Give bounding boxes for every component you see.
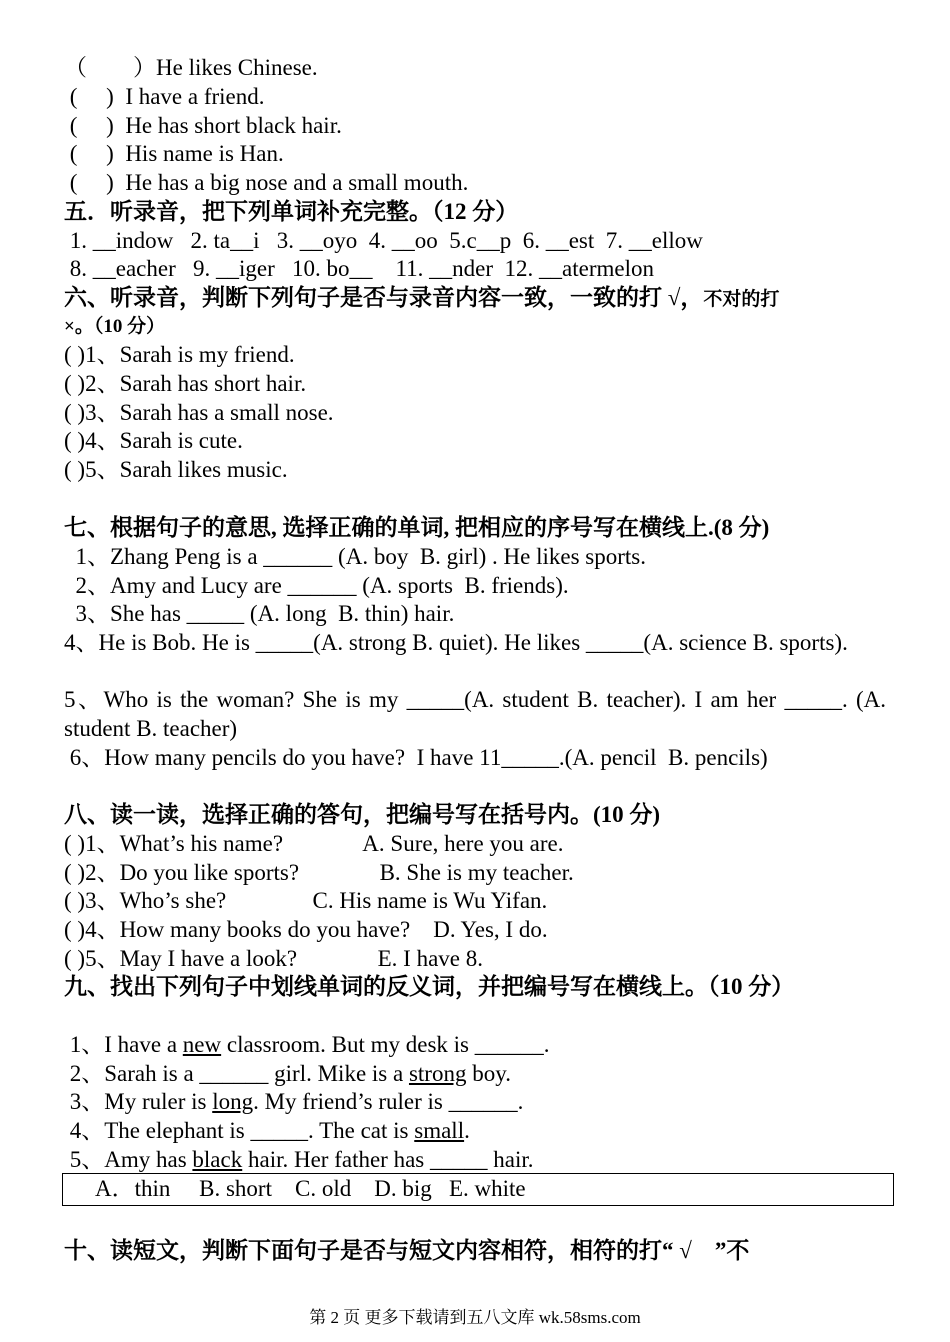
sec6-title xyxy=(64,284,779,315)
sec9-item-3 xyxy=(64,1088,523,1117)
sec4-item-5: ( ) He has a big nose and a small mouth. xyxy=(64,170,469,195)
sec9-item-1-b: classroom. But my desk is ______. xyxy=(221,1032,550,1057)
sec4-item-3: ( ) He has short black hair. xyxy=(64,113,342,138)
sec9-item-1 xyxy=(64,1031,550,1060)
sec9-item-2-b: boy. xyxy=(466,1061,511,1086)
sec9-item-5-b: hair. Her father has _____ hair. xyxy=(242,1147,534,1172)
sec10-title: 十、读短文，判断下面句子是否与短文内容相符，相符的打“ √ ”不 xyxy=(64,1238,750,1263)
sec4-item-4: ( ) His name is Han. xyxy=(64,141,284,166)
sec9-item-1-underlined: new xyxy=(182,1032,222,1057)
sec8-item-4: ( )4、How many books do you have? D. Yes, I do. xyxy=(64,917,548,942)
sec7-item-6: 6、How many pencils do you have? I have 11_____.(A. pencil B. pencils) xyxy=(64,745,768,770)
sec5-title: 五．听录音，把下列单词补充完整。（12 分） xyxy=(64,199,519,224)
sec4-item-1: （ ）He likes Chinese. xyxy=(64,55,318,80)
sec7-title: 七、根据句子的意思, 选择正确的单词, 把相应的序号写在横线上.(8 分) xyxy=(64,515,770,540)
sec7-item-5: 5、Who is the woman? She is my _____(A. student B. teacher). I am her _____. (A. student B. teacher) xyxy=(64,687,886,741)
options-box xyxy=(62,1173,894,1206)
sec9-item-5-underlined: black xyxy=(192,1147,243,1172)
sec4-item-2: ( ) I have a friend. xyxy=(64,84,265,109)
sec6-item-3: ( )3、Sarah has a small nose. xyxy=(64,400,334,425)
sec8-item-3: ( )3、Who’s she? C. His name is Wu Yifan. xyxy=(64,888,548,913)
sec9-item-1-a: 1、I have a xyxy=(64,1032,183,1057)
sec8-item-5: ( )5、May I have a look? E. I have 8. xyxy=(64,946,483,971)
sec5-row-2: 8. __eacher 9. __iger 10. bo__ 11. __nder 12. __atermelon xyxy=(64,256,654,281)
page-footer: 第 2 页 更多下载请到五八文库 wk.58sms.com xyxy=(309,1308,641,1327)
sec9-item-5 xyxy=(64,1146,533,1175)
sec7-item-1: 1、Zhang Peng is a ______ (A. boy B. girl) . He likes sports. xyxy=(64,544,646,569)
sec9-item-5-a: 5、Amy has xyxy=(64,1147,193,1172)
sec7-item-2: 2、Amy and Lucy are ______ (A. sports B. friends). xyxy=(64,573,569,598)
sec9-item-3-underlined: long xyxy=(212,1089,254,1114)
sec6-item-5: ( )5、Sarah likes music. xyxy=(64,457,288,482)
sec9-item-4-a: 4、The elephant is _____. The cat is xyxy=(64,1118,415,1143)
sec6-item-2: ( )2、Sarah has short hair. xyxy=(64,371,307,396)
sec7-item-3: 3、She has _____ (A. long B. thin) hair. xyxy=(64,601,455,626)
sec9-item-4-b: . xyxy=(464,1118,470,1143)
sec9-item-2-underlined: strong xyxy=(408,1061,467,1086)
sec8-item-2: ( )2、Do you like sports? B. She is my teacher. xyxy=(64,860,574,885)
sec6-title-tail: 不对的打 xyxy=(703,289,780,310)
sec7-item-4: 4、He is Bob. He is _____(A. strong B. quiet). He likes _____(A. science B. sports). xyxy=(64,630,848,655)
sec9-item-2-a: 2、Sarah is a ______ girl. Mike is a xyxy=(64,1061,409,1086)
sec6-title-main: 六、听录音，判断下列句子是否与录音内容一致，一致的打 √， xyxy=(64,285,704,310)
options-text: A．thin B. short C. old D. big E. white xyxy=(95,1176,526,1201)
sec8-title: 八、读一读，选择正确的答句，把编号写在括号内。(10 分) xyxy=(64,802,661,827)
sec6-item-1: ( )1、Sarah is my friend. xyxy=(64,342,295,367)
sec6-title-cont: ×。（10 分） xyxy=(64,316,166,337)
sec5-row-1: 1. __indow 2. ta__i 3. __oyo 4. __oo 5.c__p 6. __est 7. __ellow xyxy=(64,228,703,253)
sec9-item-2 xyxy=(64,1060,511,1089)
sec9-item-3-a: 3、My ruler is xyxy=(64,1089,213,1114)
sec9-item-4 xyxy=(64,1117,470,1146)
sec9-item-4-underlined: small xyxy=(414,1118,465,1143)
sec9-title: 九、找出下列句子中划线单词的反义词，并把编号写在横线上。（10 分） xyxy=(64,974,795,999)
sec9-item-3-b: . My friend’s ruler is ______. xyxy=(253,1089,524,1114)
sec6-item-4: ( )4、Sarah is cute. xyxy=(64,428,243,453)
sec8-item-1: ( )1、What’s his name? A. Sure, here you are. xyxy=(64,831,564,856)
